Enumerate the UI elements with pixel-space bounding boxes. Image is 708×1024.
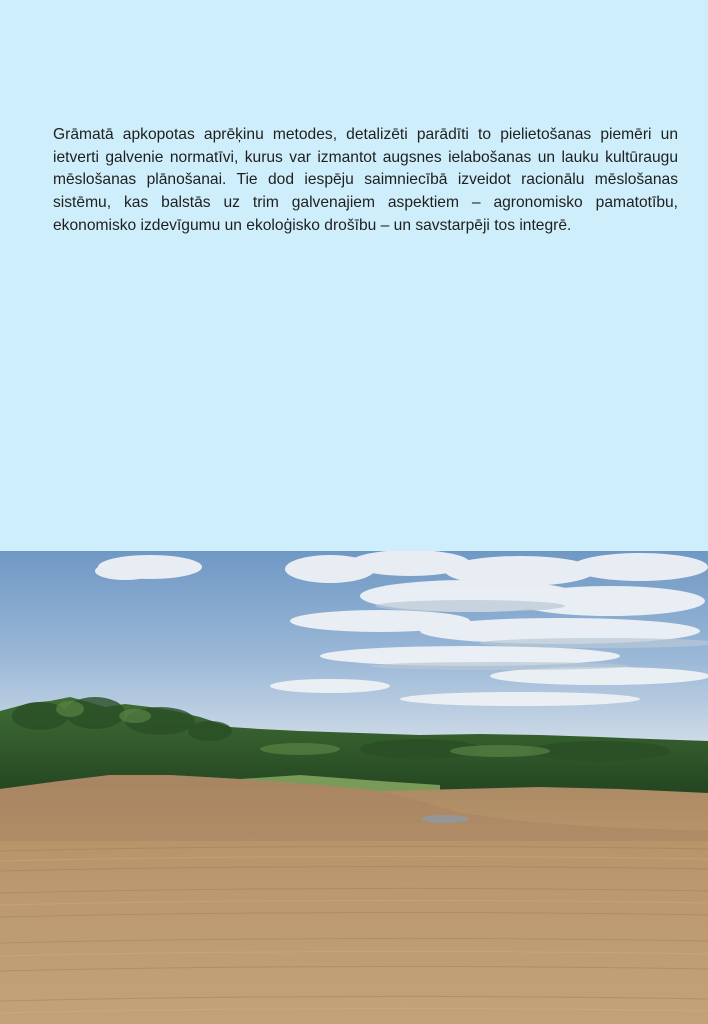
landscape-photo-graphic: [0, 551, 708, 1024]
landscape-photo: [0, 551, 708, 1024]
body-paragraph: Grāmatā apkopotas aprēķinu metodes, detalizēti parādīti to pielietošanas piemēri un ietverti galvenie normatīvi, kurus var izmantot augsnes ielabošanas un lauku kultūraugu mēslošanas plānošanai. Tie dod iespēju saimniecībā izveidot racionālu mēslošanas sistēmu, kas balstās uz trim galvenajiem aspektiem – agronomisko pamatotību, ekonomisko izdevīgumu un ekoloģisko drošību – un savstarpēji tos integrē.: [53, 126, 678, 234]
puddle: [421, 815, 469, 823]
